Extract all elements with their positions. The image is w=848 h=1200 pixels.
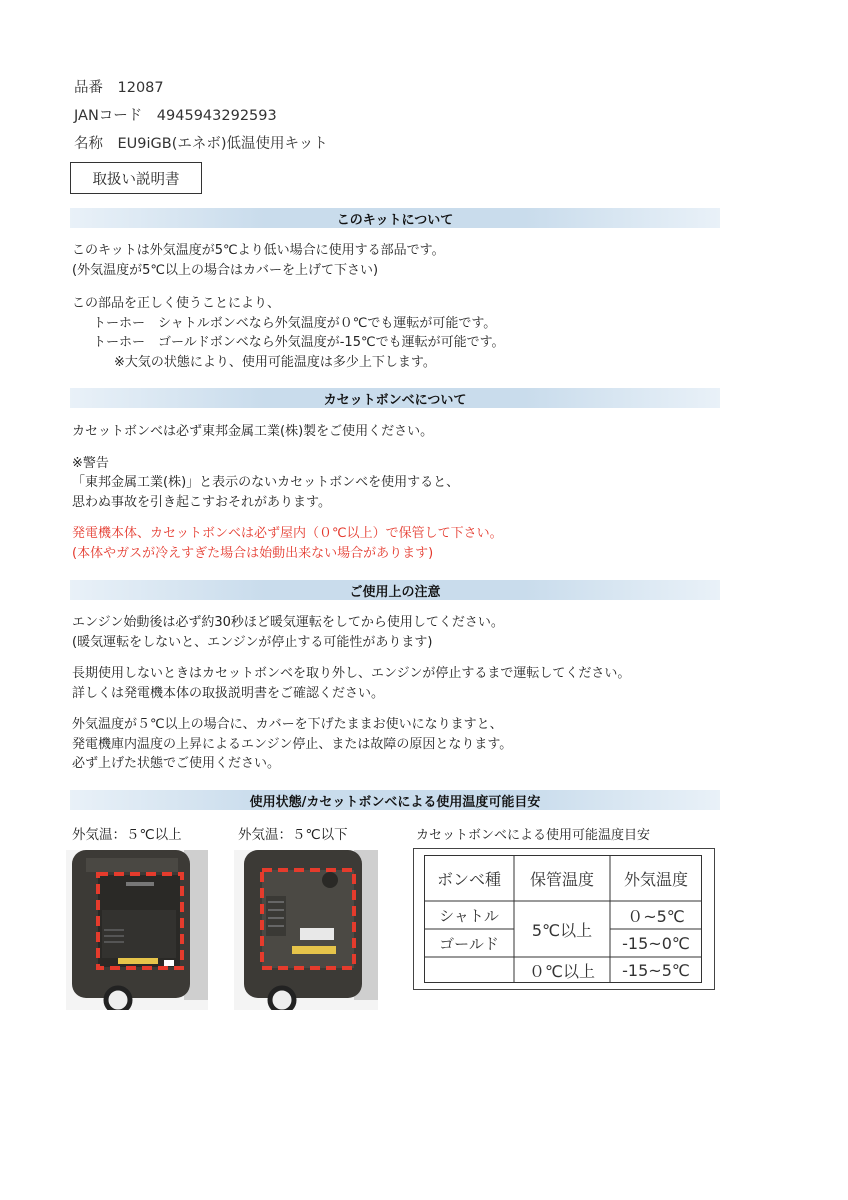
section-title: ご使用上の注意 bbox=[349, 584, 441, 600]
table-grid bbox=[424, 855, 702, 983]
section-kit-body bbox=[72, 241, 505, 372]
cell-gold-temp-1: -15~0℃ bbox=[622, 933, 690, 953]
text-line: (外気温度が5℃以上の場合はカバーを上げて下さい) bbox=[72, 262, 379, 278]
manual-label-box bbox=[70, 162, 202, 194]
product-name: 名称 EU9iGB(エネボ)低温使用キット bbox=[74, 136, 328, 152]
warning-text: (本体やガスが冷えすぎた場合は始動出来ない場合があります) bbox=[72, 545, 434, 561]
section-caution-body bbox=[72, 613, 630, 774]
generator-illustration bbox=[66, 850, 208, 1010]
section-header-kit bbox=[70, 208, 720, 228]
photo1-caption: 外気温：５℃以上 bbox=[72, 827, 182, 843]
cell-storage-5: 5℃以上 bbox=[531, 920, 593, 940]
temperature-table bbox=[413, 848, 715, 990]
text-line: このキットは外気温度が5℃より低い場合に使用する部品です。 bbox=[72, 243, 445, 258]
text-line: 詳しくは発電機本体の取扱説明書をご確認ください。 bbox=[72, 685, 385, 701]
photo2-caption: 外気温：５℃以下 bbox=[238, 827, 348, 843]
text-line: (暖気運転をしないと、エンジンが停止する可能性があります) bbox=[72, 634, 433, 650]
warning-heading: ※警告 bbox=[72, 455, 109, 471]
warning-text: 発電機本体、カセットボンベは必ず屋内（０℃以上）で保管して下さい。 bbox=[72, 526, 503, 541]
generator-photo-cover-up bbox=[66, 850, 208, 1010]
text-line: トーホー ゴールドボンベなら外気温度が-15℃でも運転が可能です。 bbox=[93, 335, 505, 350]
generator-photo-cover-down bbox=[234, 850, 378, 1010]
cell-gold: ゴールド bbox=[439, 934, 499, 953]
header-outside-temp: 外気温度 bbox=[623, 869, 688, 889]
text-line: トーホー シャトルボンベなら外気温度が０℃でも運転が可能です。 bbox=[93, 315, 497, 331]
section-header-caution bbox=[70, 580, 720, 600]
section-title: 使用状態/カセットボンベによる使用温度可能目安 bbox=[249, 794, 541, 810]
generator-illustration bbox=[234, 850, 378, 1010]
section-cassette-body bbox=[72, 422, 503, 563]
section-title: カセットボンベについて bbox=[323, 392, 467, 408]
section-title: このキットについて bbox=[336, 212, 454, 228]
cell-gold-temp-2: -15~5℃ bbox=[622, 960, 690, 980]
text-line: 「東邦金属工業(株)」と表示のないカセットボンベを使用すると、 bbox=[72, 475, 460, 490]
text-line: エンジン始動後は必ず約30秒ほど暖気運転をしてから使用してください。 bbox=[72, 615, 504, 630]
note-line: ※大気の状態により、使用可能温度は多少上下します。 bbox=[114, 354, 436, 370]
cell-shuttle: シャトル bbox=[439, 906, 499, 925]
header-storage-temp: 保管温度 bbox=[529, 869, 594, 889]
text-line: 必ず上げた状態でご使用ください。 bbox=[72, 756, 281, 771]
part-number: 品番 12087 bbox=[74, 80, 164, 96]
cell-shuttle-temp: ０~5℃ bbox=[627, 906, 685, 926]
table-caption: カセットボンベによる使用可能温度目安 bbox=[416, 828, 651, 843]
header-cylinder-type: ボンベ種 bbox=[436, 869, 501, 889]
text-line: カセットボンベは必ず東邦金属工業(株)製をご使用ください。 bbox=[72, 424, 434, 439]
section-header-cassette bbox=[70, 388, 720, 408]
manual-label: 取扱い説明書 bbox=[92, 171, 180, 188]
text-line: この部品を正しく使うことにより、 bbox=[72, 296, 281, 311]
text-line: 外気温度が５℃以上の場合に、カバーを下げたままお使いになりますと、 bbox=[72, 717, 503, 732]
section-header-usage bbox=[70, 790, 720, 810]
jan-code: JANコード 4945943292593 bbox=[74, 108, 277, 124]
cell-storage-0: ０℃以上 bbox=[529, 961, 595, 981]
text-line: 長期使用しないときはカセットボンベを取り外し、エンジンが停止するまで運転してください。 bbox=[72, 666, 631, 681]
text-line: 発電機庫内温度の上昇によるエンジン停止、または故障の原因となります。 bbox=[72, 736, 513, 752]
text-line: 思わぬ事故を引き起こすおそれがあります。 bbox=[72, 494, 331, 510]
